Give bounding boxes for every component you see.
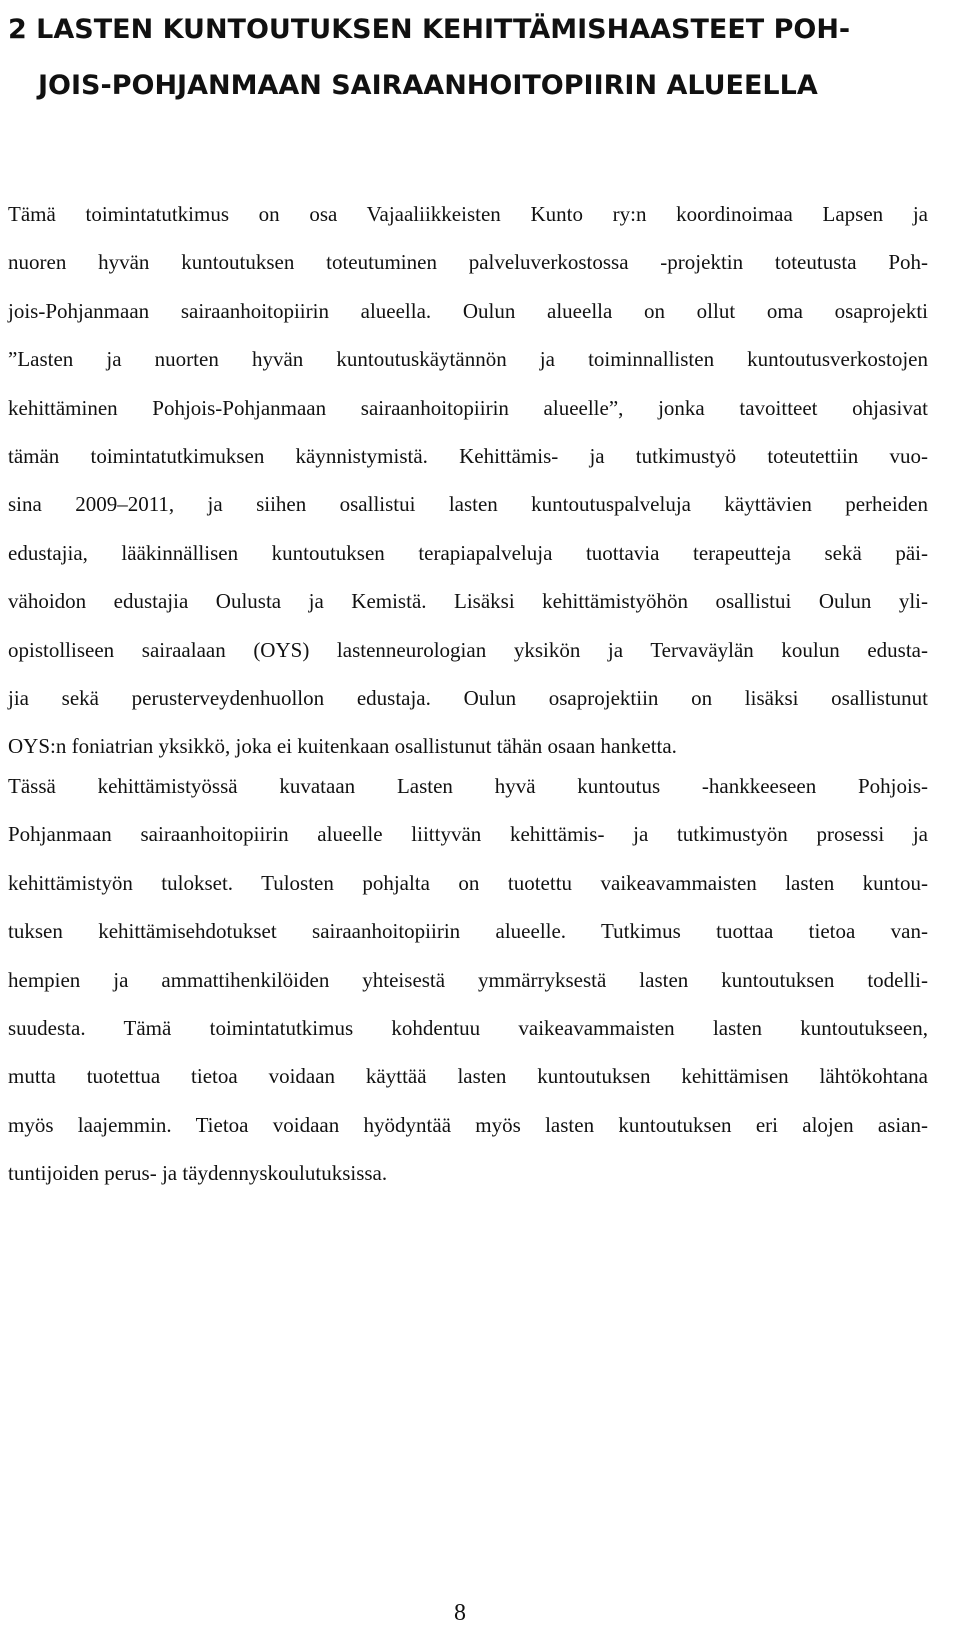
paragraph-line: mutta tuotettua tietoa voidaan käyttää lasten kuntoutuksen kehittämisen lähtökohtana [8,1064,928,1089]
paragraph-line: ”Lasten ja nuorten hyvän kuntoutuskäytännön ja toiminnallisten kuntoutusverkostojen [8,347,928,372]
paragraph-line: hempien ja ammattihenkilöiden yhteisestä ymmärryksestä lasten kuntoutuksen todelli- [8,967,928,992]
paragraph-line: tämän toimintatutkimuksen käynnistymistä. Kehittämis- ja tutkimustyö toteutettiin vuo- [8,444,928,469]
paragraph-line: myös laajemmin. Tietoa voidaan hyödyntää myös lasten kuntoutuksen eri alojen asian- [8,1112,928,1137]
body-paragraph-1 [8,190,928,771]
paragraph-line: jois-Pohjanmaan sairaanhoitopiirin alueella. Oulun alueella on ollut oma osaprojekti [8,298,928,323]
paragraph-line: nuoren hyvän kuntoutuksen toteutuminen palveluverkostossa -projektin toteutusta Poh- [8,250,928,275]
paragraph-line: vähoidon edustajia Oulusta ja Kemistä. Lisäksi kehittämistyöhön osallistui Oulun yli- [8,589,928,614]
body-paragraph-2 [8,762,928,1198]
paragraph-line: jia sekä perusterveydenhuollon edustaja. Oulun osaprojektiin on lisäksi osallistunut [8,686,928,711]
chapter-heading [8,2,908,114]
paragraph-line: kehittäminen Pohjois-Pohjanmaan sairaanhoitopiirin alueelle”, jonka tavoitteet ohjasivat [8,395,928,420]
chapter-heading-line-2: JOIS-POHJANMAAN SAIRAANHOITOPIIRIN ALUEELLA [38,70,818,101]
chapter-heading-line-1: 2 LASTEN KUNTOUTUKSEN KEHITTÄMISHAASTEET POH- [8,14,851,45]
paragraph-line: Pohjanmaan sairaanhoitopiirin alueelle liittyvän kehittämis- ja tutkimustyön prosessi ja [8,822,928,847]
paragraph-line: edustajia, lääkinnällisen kuntoutuksen terapiapalveluja tuottavia terapeutteja sekä päi- [8,540,928,565]
paragraph-line: suudesta. Tämä toimintatutkimus kohdentuu vaikeavammaisten lasten kuntoutukseen, [8,1016,928,1041]
paragraph-line: Tässä kehittämistyössä kuvataan Lasten hyvä kuntoutus -hankkeeseen Pohjois- [8,774,928,798]
paragraph-line: tuksen kehittämisehdotukset sairaanhoitopiirin alueelle. Tutkimus tuottaa tietoa van- [8,919,928,944]
page-number: 8 [454,1600,466,1626]
paragraph-line: kehittämistyön tulokset. Tulosten pohjalta on tuotettu vaikeavammaisten lasten kuntou- [8,870,928,895]
paragraph-line: Tämä toimintatutkimus on osa Vajaaliikkeisten Kunto ry:n koordinoimaa Lapsen ja [8,202,928,226]
paragraph-line: OYS:n foniatrian yksikkö, joka ei kuitenkaan osallistunut tähän osaan hanketta. [8,734,677,759]
paragraph-line: opistolliseen sairaalaan (OYS) lastenneurologian yksikön ja Tervaväylän koulun edusta- [8,637,928,662]
paragraph-line: tuntijoiden perus- ja täydennyskoulutuksissa. [8,1161,388,1186]
paragraph-line: sina 2009–2011, ja siihen osallistui lasten kuntoutuspalveluja käyttävien perheiden [8,492,928,517]
